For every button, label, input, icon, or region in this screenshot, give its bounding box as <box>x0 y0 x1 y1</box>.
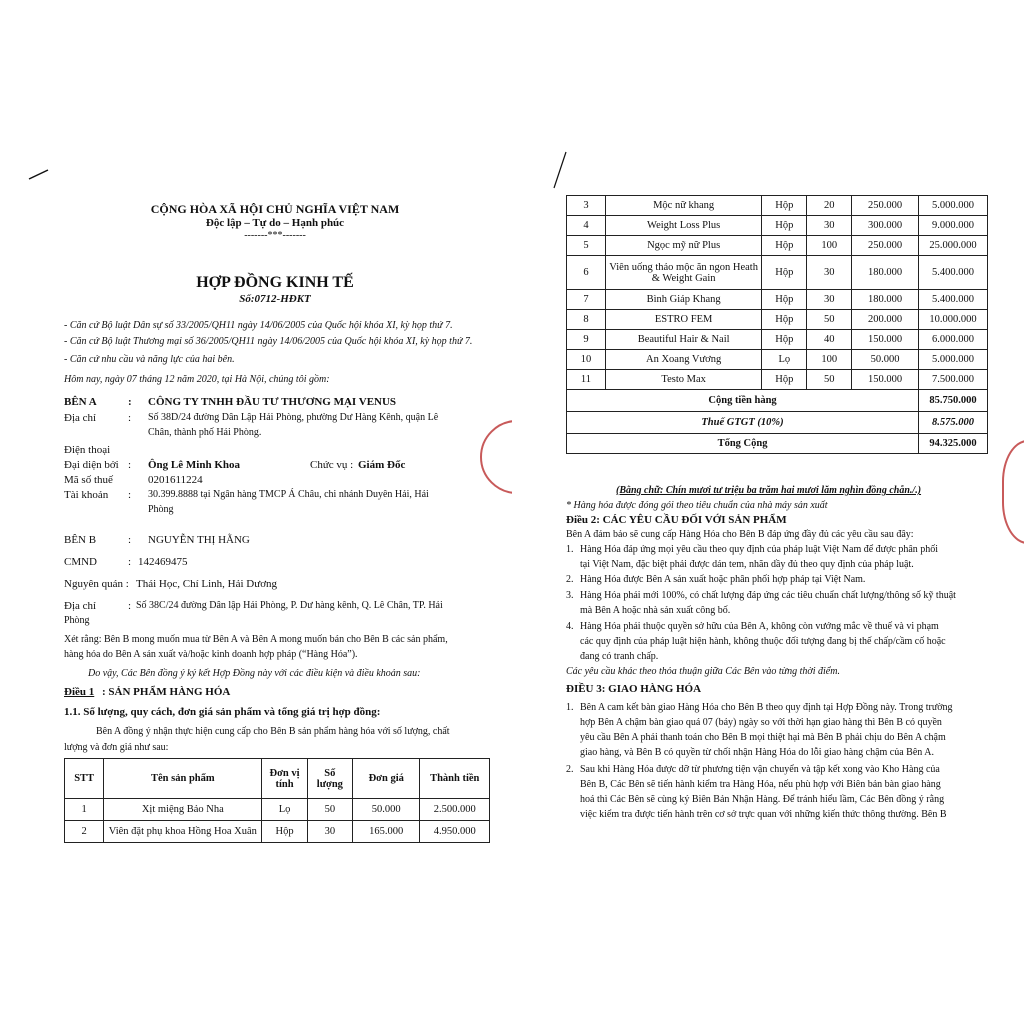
total-row <box>567 434 988 454</box>
cell-qty: 50 <box>807 370 852 390</box>
cell-amount: 5.000.000 <box>919 196 988 216</box>
other-requirements: Các yêu cầu khác theo thỏa thuận giữa Các Bên vào từng thời điểm. <box>566 666 840 677</box>
paragraph-line: Bên A cam kết bàn giao Hàng Hóa cho Bên B theo quy định tại Hợp Đồng này. Trong trường <box>580 702 953 713</box>
whereas-line2: hàng hóa do Bên A sản xuất và/hoặc kinh doanh hợp pháp (“Hàng Hóa”). <box>64 649 358 660</box>
cell-stt: 3 <box>567 196 606 216</box>
paragraph-line: việc kiểm tra được tiến hành trên cơ sở trực quan với những kiến thức thông thường. Bên B <box>580 809 947 820</box>
amount-in-words: (Bằng chữ: Chín mươi tư triệu ba trăm hai mươi lăm nghìn đồng chẵn./.) <box>616 485 922 496</box>
cell-product: Xịt miệng Bảo Nha <box>104 799 262 821</box>
cell-price: 300.000 <box>852 216 919 236</box>
contract-number: Số:0712-HĐKT <box>239 293 311 305</box>
col-header-qty: Số lượng <box>307 759 352 799</box>
cell-price: 150.000 <box>852 330 919 350</box>
cell-qty: 50 <box>807 310 852 330</box>
cell-stt: 11 <box>567 370 606 390</box>
legal-basis-2: - Căn cứ Bộ luật Thương mại số 36/2005/QH11 ngày 14/06/2005 của Quốc hội khóa XI, kỳ họp thứ 7. <box>64 336 473 347</box>
party-a-rep-name: Ông Lê Minh Khoa <box>148 459 240 471</box>
party-a-account-line2: Phòng <box>148 504 174 515</box>
article-2-title: Điều 2: CÁC YÊU CẦU ĐỐI VỚI SẢN PHẨM <box>566 514 787 526</box>
party-a-position-label: Chức vụ : <box>310 459 354 471</box>
cell-amount: 9.000.000 <box>919 216 988 236</box>
party-a-address-label: Địa chỉ <box>64 412 97 424</box>
cell-stt: 2 <box>65 821 104 843</box>
list-item: tại Việt Nam, đặc biệt phải được dán tem, nhãn dầy đủ theo quy định của pháp luật. <box>580 559 914 570</box>
cell-price: 180.000 <box>852 256 919 290</box>
cell-unit: Hộp <box>762 330 807 350</box>
products-table-part1 <box>64 758 490 843</box>
party-a-tax: 0201611224 <box>148 474 203 486</box>
motto-stars: -------***------- <box>244 230 306 241</box>
party-b-name: NGUYỄN THỊ HẰNG <box>148 534 250 546</box>
vat-label: Thuế GTGT (10%) <box>567 412 919 434</box>
party-a-account-line1: 30.399.8888 tại Ngân hàng TMCP Á Châu, chi nhánh Duyên Hải, Hải <box>148 489 429 500</box>
party-b-label: BÊN B <box>64 534 97 546</box>
agreement-line: Do vậy, Các Bên đồng ý ký kết Hợp Đồng này với các điều kiện và điều khoản sau: <box>88 668 421 679</box>
cell-unit: Hộp <box>762 310 807 330</box>
total-label: Tổng Cộng <box>567 434 919 454</box>
list-item: Hàng Hóa phải thuộc quyền sở hữu của Bên A, không còn vướng mắc về thuế và vi phạm <box>580 621 939 632</box>
subtotal-value: 85.750.000 <box>919 390 988 412</box>
party-a-address-line2: Chân, thành phố Hải Phòng. <box>148 427 262 438</box>
party-a-colon: : <box>128 396 132 408</box>
section-1-1-intro-line1: Bên A đồng ý nhận thực hiện cung cấp cho Bên B sản phẩm hàng hóa với số lượng, chất <box>96 726 450 737</box>
cell-qty: 30 <box>807 256 852 290</box>
party-a-label: BÊN A <box>64 396 97 408</box>
party-a-address-line1: Số 38D/24 đường Dân Lập Hải Phòng, phường Dư Hàng Kênh, quận Lê <box>148 412 439 423</box>
cell-qty: 100 <box>807 236 852 256</box>
cell-amount: 5.400.000 <box>919 290 988 310</box>
whereas-line1: Xét rằng: Bên B mong muốn mua từ Bên A và Bên A mong muốn bán cho Bên B các sản phẩm, <box>64 634 448 645</box>
cell-stt: 9 <box>567 330 606 350</box>
list-item-number: 1. <box>566 702 574 713</box>
company-seal <box>480 420 512 494</box>
cell-unit: Hộp <box>762 370 807 390</box>
section-1-1-title: 1.1. Số lượng, quy cách, đơn giá sản phẩm và tổng giá trị hợp đồng: <box>64 706 381 718</box>
contract-page-2 <box>512 0 1024 1024</box>
party-a-position: Giám Đốc <box>358 459 406 471</box>
party-b-address-line1: Số 38C/24 đường Dân lập Hải Phòng, P. Dư hàng kênh, Q. Lê Chân, TP. Hải <box>136 600 443 611</box>
cell-stt: 1 <box>65 799 104 821</box>
cell-product: Weight Loss Plus <box>605 216 761 236</box>
pen-mark-decoration <box>552 150 568 190</box>
table-row <box>567 350 988 370</box>
cell-qty: 30 <box>307 821 352 843</box>
party-b-colon: : <box>128 534 132 546</box>
vat-row <box>567 412 988 434</box>
country-name: CỘNG HÒA XÃ HỘI CHỦ NGHĨA VIỆT NAM <box>150 202 400 216</box>
list-item-number: 2. <box>566 574 574 585</box>
table-row <box>567 310 988 330</box>
cell-product: ESTRO FEM <box>605 310 761 330</box>
cell-price: 180.000 <box>852 290 919 310</box>
table-row <box>567 370 988 390</box>
cell-amount: 5.400.000 <box>919 256 988 290</box>
total-value: 94.325.000 <box>919 434 988 454</box>
col-header-product: Tên sản phẩm <box>104 759 262 799</box>
cell-amount: 7.500.000 <box>919 370 988 390</box>
list-item: Hàng Hóa phải mới 100%, có chất lượng đáp ứng các tiêu chuẩn chất lượng/thông số kỹ thuật <box>580 590 956 601</box>
list-item: mà Bên A hoặc nhà sản xuất công bố. <box>580 605 731 616</box>
list-item: đang có tranh chấp. <box>580 651 659 662</box>
products-table-part2 <box>566 195 988 454</box>
cell-price: 250.000 <box>852 196 919 216</box>
paragraph-line: Sau khi Hàng Hóa được dỡ từ phương tiện vận chuyển và tập kết xong vào Kho Hàng của <box>580 764 940 775</box>
cell-qty: 40 <box>807 330 852 350</box>
table-row <box>65 821 490 843</box>
contract-page-1: CỘNG HÒA XÃ HỘI CHỦ NGHĨA VIỆT NAM Độc lập – Tự do – Hạnh phúc -------***------- HỢP ĐỒNG KINH TẾ Số:0712-HĐKT - Căn cứ Bộ luật Dân sự số 33/2005/QH11 ngày 14/06/2005 của Quốc hội khóa XI, kỳ họp thứ 7. - Căn cứ Bộ luật Thương mại số 36/2005/QH11 ngày 14/06/2005 của Quốc hội khóa XI, kỳ họp thứ 7. - Căn cứ nhu cầu và năng lực của hai bên. Hôm nay, ngày 07 tháng 12 năm 2020, tại Hà Nội, chúng tôi gồm: BÊN A : CÔNG TY TNHH ĐẦU TƯ THƯƠNG MẠI VENUS Địa chỉ : Số 38D/24 đường Dân Lập Hải Phòng, phường Dư Hàng Kênh, quận Lê Chân, thành phố Hải Phòng. Điện thoại Đại diện bởi : Ông Lê Minh Khoa Chức vụ : Giám Đốc Mã số thuế 0201611224 Tài khoản : 30.399.8888 tại Ngân hàng TMCP Á Châu, chi nhánh Duyên Hải, Hải Phòng BÊN B : NGUYỄN THỊ HẰNG CMND : 142469475 Nguyên quán : Thái Học, Chí Linh, Hải Dương Địa chỉ : Số 38C/24 đường Dân lập Hải Phòng, P. Dư hàng kênh, Q. Lê Chân, TP. Hải Phòng Xét rằng: Bên B mong muốn mua từ Bên A và Bên A mong muốn bán cho Bên B các sản phẩm, hàng hóa do Bên A sản xuất và/hoặc kinh doanh hợp pháp (“Hàng Hóa”). Do vậy, Các Bên đồng ý ký kết Hợp Đồng này với các điều kiện và điều khoản sau: Điều 1 : SẢN PHẨM HÀNG HÓA 1.1. Số lượng, quy cách, đơn giá sản phẩm và tổng giá trị hợp đồng: Bên A đồng ý nhận thực hiện cung cấp cho Bên B sản phẩm hàng hóa với số lượng, chất lượng và đơn giá như sau: STT Tên sản phẩm Đơn vị tính Số lượng Đơn giá Thành tiền 1 Xịt miệng Bảo Nha Lọ 50 50.000 2.500.000 2 Viên đặt phụ khoa Hồng Hoa Xuân Hộp 30 165.000 4.950.000 <box>0 0 512 1024</box>
pen-mark-decoration <box>28 168 50 180</box>
table-row <box>567 330 988 350</box>
cell-stt: 4 <box>567 216 606 236</box>
packing-note: * Hàng hóa được đóng gói theo tiêu chuẩn của nhà máy sản xuất <box>566 500 828 511</box>
cell-stt: 8 <box>567 310 606 330</box>
party-b-origin: Thái Học, Chí Linh, Hải Dương <box>136 578 278 590</box>
paragraph-line: Bên B, Các Bên sẽ tiến hành kiểm tra Hàng Hóa, nếu phù hợp với Biên bản bàn giao hàng <box>580 779 941 790</box>
list-item-number: 3. <box>566 590 574 601</box>
cell-unit: Hộp <box>762 216 807 236</box>
col-header-stt: STT <box>65 759 104 799</box>
cell-qty: 30 <box>807 216 852 236</box>
party-b-id: 142469475 <box>138 556 188 568</box>
table-row <box>567 256 988 290</box>
paragraph-line: hợp Bên A chậm bàn giao quá 07 (bảy) ngày so với thời hạn giao hàng thì Bên B có quyền <box>580 717 942 728</box>
section-1-1-intro-line2: lượng và đơn giá như sau: <box>64 742 169 753</box>
cell-price: 165.000 <box>353 821 420 843</box>
cell-amount: 10.000.000 <box>919 310 988 330</box>
cell-product: Testo Max <box>605 370 761 390</box>
cell-amount: 6.000.000 <box>919 330 988 350</box>
cell-price: 50.000 <box>353 799 420 821</box>
cell-amount: 25.000.000 <box>919 236 988 256</box>
cell-price: 250.000 <box>852 236 919 256</box>
party-a-name: CÔNG TY TNHH ĐẦU TƯ THƯƠNG MẠI VENUS <box>148 396 397 408</box>
cell-price: 50.000 <box>852 350 919 370</box>
list-item: Hàng Hóa đáp ứng mọi yêu cầu theo quy định của pháp luật Việt Nam để được phân phối <box>580 544 939 555</box>
subtotal-label: Cộng tiền hàng <box>567 390 919 412</box>
contract-title: HỢP ĐỒNG KINH TẾ <box>196 274 354 291</box>
paragraph-line: hoá thì Các Bên sẽ cùng ký Biên Bản Nhận Hàng. Để tránh hiểu lầm, Các Bên đồng ý rằng <box>580 794 945 805</box>
cell-unit: Hộp <box>762 256 807 290</box>
cell-unit: Hộp <box>762 196 807 216</box>
list-item-number: 4. <box>566 621 574 632</box>
cell-product: Viên đặt phụ khoa Hồng Hoa Xuân <box>104 821 262 843</box>
cell-stt: 6 <box>567 256 606 290</box>
cell-unit: Hộp <box>762 290 807 310</box>
paragraph-line: yêu cầu Bên A phải thanh toán cho Bên B mọi thiệt hại mà Bên B phải chịu do Bên A chậm <box>580 732 946 743</box>
article-3-title: ĐIỀU 3: GIAO HÀNG HÓA <box>566 683 702 695</box>
cell-unit: Hộp <box>262 821 307 843</box>
list-item: các quy định của pháp luật hiện hành, không thuộc đối tượng đang bị thế chấp/cầm cố hoặc <box>580 636 946 647</box>
cell-stt: 7 <box>567 290 606 310</box>
cell-unit: Lọ <box>762 350 807 370</box>
cell-amount: 5.000.000 <box>919 350 988 370</box>
party-a-rep-label: Đại diện bởi <box>64 459 119 471</box>
cell-product: Mộc nữ khang <box>605 196 761 216</box>
article-1-title: : SẢN PHẨM HÀNG HÓA <box>102 686 231 698</box>
col-header-amount: Thành tiền <box>420 759 490 799</box>
article-2-intro: Bên A đảm bảo sẽ cung cấp Hàng Hóa cho Bên B đáp ứng đầy đủ các yêu cầu sau đây: <box>566 529 914 540</box>
party-a-account-label: Tài khoản <box>64 489 109 501</box>
party-a-phone-label: Điện thoại <box>64 444 111 456</box>
cell-stt: 10 <box>567 350 606 370</box>
list-item-number: 1. <box>566 544 574 555</box>
cell-product: Bình Giáp Khang <box>605 290 761 310</box>
table-row <box>567 216 988 236</box>
contract-date-line: Hôm nay, ngày 07 tháng 12 năm 2020, tại Hà Nội, chúng tôi gồm: <box>64 374 330 385</box>
table-row <box>567 196 988 216</box>
subtotal-row <box>567 390 988 412</box>
company-seal <box>1002 440 1024 544</box>
legal-basis-1: - Căn cứ Bộ luật Dân sự số 33/2005/QH11 ngày 14/06/2005 của Quốc hội khóa XI, kỳ họp thứ 7. <box>64 320 453 331</box>
cell-qty: 100 <box>807 350 852 370</box>
legal-basis-3: - Căn cứ nhu cầu và năng lực của hai bên. <box>64 354 235 365</box>
cell-qty: 50 <box>307 799 352 821</box>
party-b-id-label: CMND <box>64 556 98 568</box>
table-header-row <box>65 759 490 799</box>
col-header-unit: Đơn vị tính <box>262 759 307 799</box>
vat-value: 8.575.000 <box>919 412 988 434</box>
cell-product: An Xoang Vương <box>605 350 761 370</box>
cell-amount: 2.500.000 <box>420 799 490 821</box>
cell-product: Beautiful Hair & Nail <box>605 330 761 350</box>
cell-unit: Lọ <box>262 799 307 821</box>
cell-stt: 5 <box>567 236 606 256</box>
cell-qty: 30 <box>807 290 852 310</box>
table-row <box>567 236 988 256</box>
article-1-label: Điều 1 <box>64 686 95 698</box>
col-header-price: Đơn giá <box>353 759 420 799</box>
party-b-origin-label: Nguyên quán : <box>64 578 129 590</box>
cell-unit: Hộp <box>762 236 807 256</box>
cell-amount: 4.950.000 <box>420 821 490 843</box>
cell-product: Ngọc mỹ nữ Plus <box>605 236 761 256</box>
cell-product: Viên uống thảo mộc ăn ngon Heath & Weight Gain <box>605 256 761 290</box>
table-row <box>65 799 490 821</box>
national-motto: Độc lập – Tự do – Hạnh phúc <box>205 217 345 229</box>
cell-price: 150.000 <box>852 370 919 390</box>
list-item-number: 2. <box>566 764 574 775</box>
cell-price: 200.000 <box>852 310 919 330</box>
table-row <box>567 290 988 310</box>
paragraph-line: giao hàng, và Bên B có quyền từ chối nhận Hàng Hóa do lỗi giao hàng chậm của Bên A. <box>580 747 934 758</box>
party-b-address-line2: Phòng <box>64 615 90 626</box>
party-a-tax-label: Mã số thuế <box>64 474 113 486</box>
party-b-address-label: Địa chỉ <box>64 600 97 612</box>
list-item: Hàng Hóa được Bên A sản xuất hoặc phân phối hợp pháp tại Việt Nam. <box>580 574 866 585</box>
cell-qty: 20 <box>807 196 852 216</box>
